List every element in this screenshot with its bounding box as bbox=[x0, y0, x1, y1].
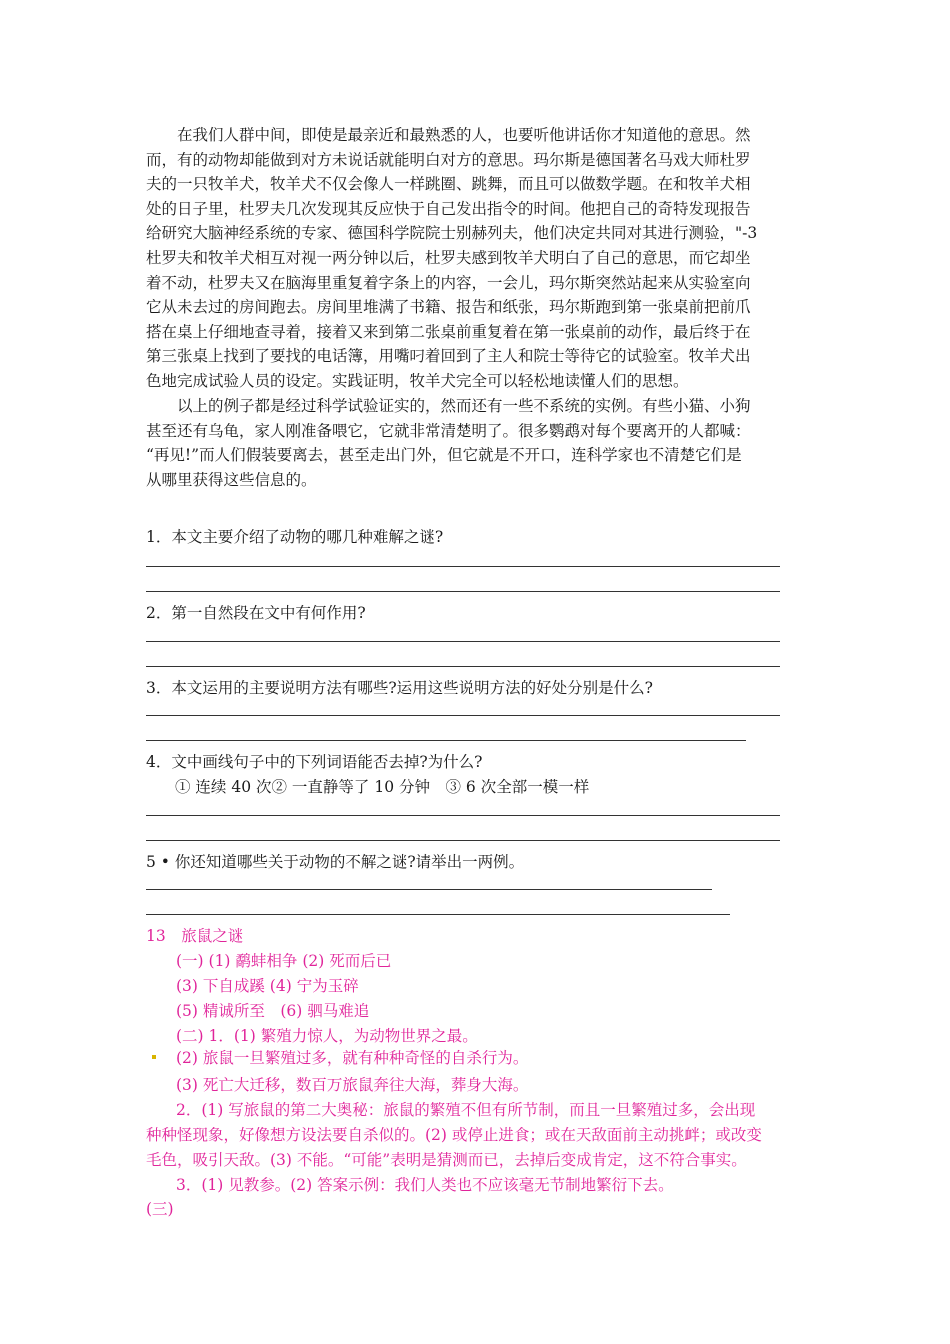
answer-heading: 13 旅鼠之谜 bbox=[146, 927, 244, 945]
answer-line-text: 3．(1) 见教参。(2) 答案示例：我们人类也不应该毫无节制地繁衍下去。 bbox=[176, 1176, 674, 1194]
paragraph-line: 第三张桌上找到了要找的电话簿，用嘴叼着回到了主人和院士等待它的试验室。牧羊犬出 bbox=[146, 347, 751, 366]
answer-line-text: (3) 死亡大迁移，数百万旅鼠奔往大海，葬身大海。 bbox=[176, 1076, 529, 1094]
answer-line bbox=[146, 914, 730, 915]
paragraph-line: 从哪里获得这些信息的。 bbox=[146, 470, 317, 489]
answer-line bbox=[146, 666, 780, 667]
answer-line bbox=[146, 740, 746, 741]
paragraph-line: 处的日子里，杜罗夫几次发现其反应快于自己发出指令的时间。他把自己的奇特发现报告 bbox=[146, 199, 751, 218]
question-1: 1．本文主要介绍了动物的哪几种难解之谜? bbox=[146, 528, 444, 546]
paragraph-line: 色地完成试验人员的设定。实践证明，牧羊犬完全可以轻松地读懂人们的思想。 bbox=[146, 371, 689, 390]
bullet-marker bbox=[152, 1055, 156, 1059]
answer-line bbox=[146, 715, 780, 716]
paragraph-line: 着不动，杜罗夫又在脑海里重复着字条上的内容，一会儿，玛尔斯突然站起来从实验室向 bbox=[146, 273, 751, 292]
question-4: 4．文中画线句子中的下列词语能否去掉?为什么? bbox=[146, 753, 483, 771]
answer-line-text: (一) (1) 鹬蚌相争 (2) 死而后已 bbox=[176, 952, 392, 970]
question-3: 3．本文运用的主要说明方法有哪些?运用这些说明方法的好处分别是什么? bbox=[146, 679, 653, 697]
answer-line bbox=[146, 641, 780, 642]
answer-line-text: 种种怪现象，好像想方设法要自杀似的。(2) 或停止进食；或在天敌面前主动挑衅；或改变 bbox=[146, 1126, 762, 1144]
answer-line bbox=[146, 889, 712, 890]
paragraph-line: 在我们人群中间，即使是最亲近和最熟悉的人，也要听他讲话你才知道他的意思。然 bbox=[177, 126, 751, 144]
paragraph-line: 搭在桌上仔细地查寻着，接着又来到第二张桌前重复着在第一张桌前的动作，最后终于在 bbox=[146, 322, 751, 341]
answer-line-text: 2．(1) 写旅鼠的第二大奥秘：旅鼠的繁殖不但有所节制，而且一旦繁殖过多，会出现 bbox=[176, 1101, 756, 1119]
answer-line bbox=[146, 566, 780, 567]
paragraph-line: 甚至还有乌龟，家人刚准备喂它，它就非常清楚明了。很多鹦鹉对每个要离开的人都喊： bbox=[146, 421, 751, 440]
paragraph-line: 而，有的动物却能做到对方未说话就能明白对方的意思。玛尔斯是德国著名马戏大师杜罗 bbox=[146, 150, 751, 169]
answer-line-text: (5) 精诚所至 (6) 驷马难追 bbox=[176, 1002, 370, 1020]
answer-line bbox=[146, 815, 780, 816]
answer-line-text: (三) bbox=[146, 1200, 174, 1218]
article-paragraph-1 bbox=[146, 123, 786, 394]
answer-line-text: 毛色，吸引天敌。(3) 不能。“可能”表明是猜测而已，去掉后变成肯定，这不符合事实。 bbox=[146, 1151, 747, 1169]
question-2: 2．第一自然段在文中有何作用? bbox=[146, 604, 366, 622]
article-paragraph-2 bbox=[146, 394, 786, 492]
paragraph-line: 它从未去过的房间跑去。房间里堆满了书籍、报告和纸张，玛尔斯跑到第一张桌前把前爪 bbox=[146, 298, 751, 317]
answer-line-text: (2) 旅鼠一旦繁殖过多，就有种种奇怪的自杀行为。 bbox=[176, 1049, 529, 1067]
answer-line-text: (3) 下自成蹊 (4) 宁为玉碎 bbox=[176, 977, 359, 995]
paragraph-line: “再见!”而人们假装要离去，甚至走出门外，但它就是不开口，连科学家也不清楚它们是 bbox=[146, 446, 742, 465]
paragraph-line: 夫的一只牧羊犬，牧羊犬不仅会像人一样跳圈、跳舞，而且可以做数学题。在和牧羊犬相 bbox=[146, 175, 751, 194]
paragraph-line: 以上的例子都是经过科学试验证实的，然而还有一些不系统的实例。有些小猫、小狗 bbox=[177, 397, 751, 415]
question-5: 5 • 你还知道哪些关于动物的不解之谜?请举出一两例。 bbox=[146, 853, 525, 871]
answer-line-text: (二) 1．(1) 繁殖力惊人，为动物世界之最。 bbox=[176, 1027, 478, 1045]
paragraph-line: 给研究大脑神经系统的专家、德国科学院院士别赫列夫，他们决定共同对其进行测验，"-3 bbox=[146, 224, 758, 243]
answer-line bbox=[146, 591, 780, 592]
answer-line bbox=[146, 840, 780, 841]
question-4-items: ① 连续 40 次② 一直静等了 10 分钟 ③ 6 次全部一模一样 bbox=[175, 778, 590, 796]
paragraph-line: 杜罗夫和牧羊犬相互对视一两分钟以后，杜罗夫感到牧羊犬明白了自己的意思，而它却坐 bbox=[146, 248, 751, 267]
